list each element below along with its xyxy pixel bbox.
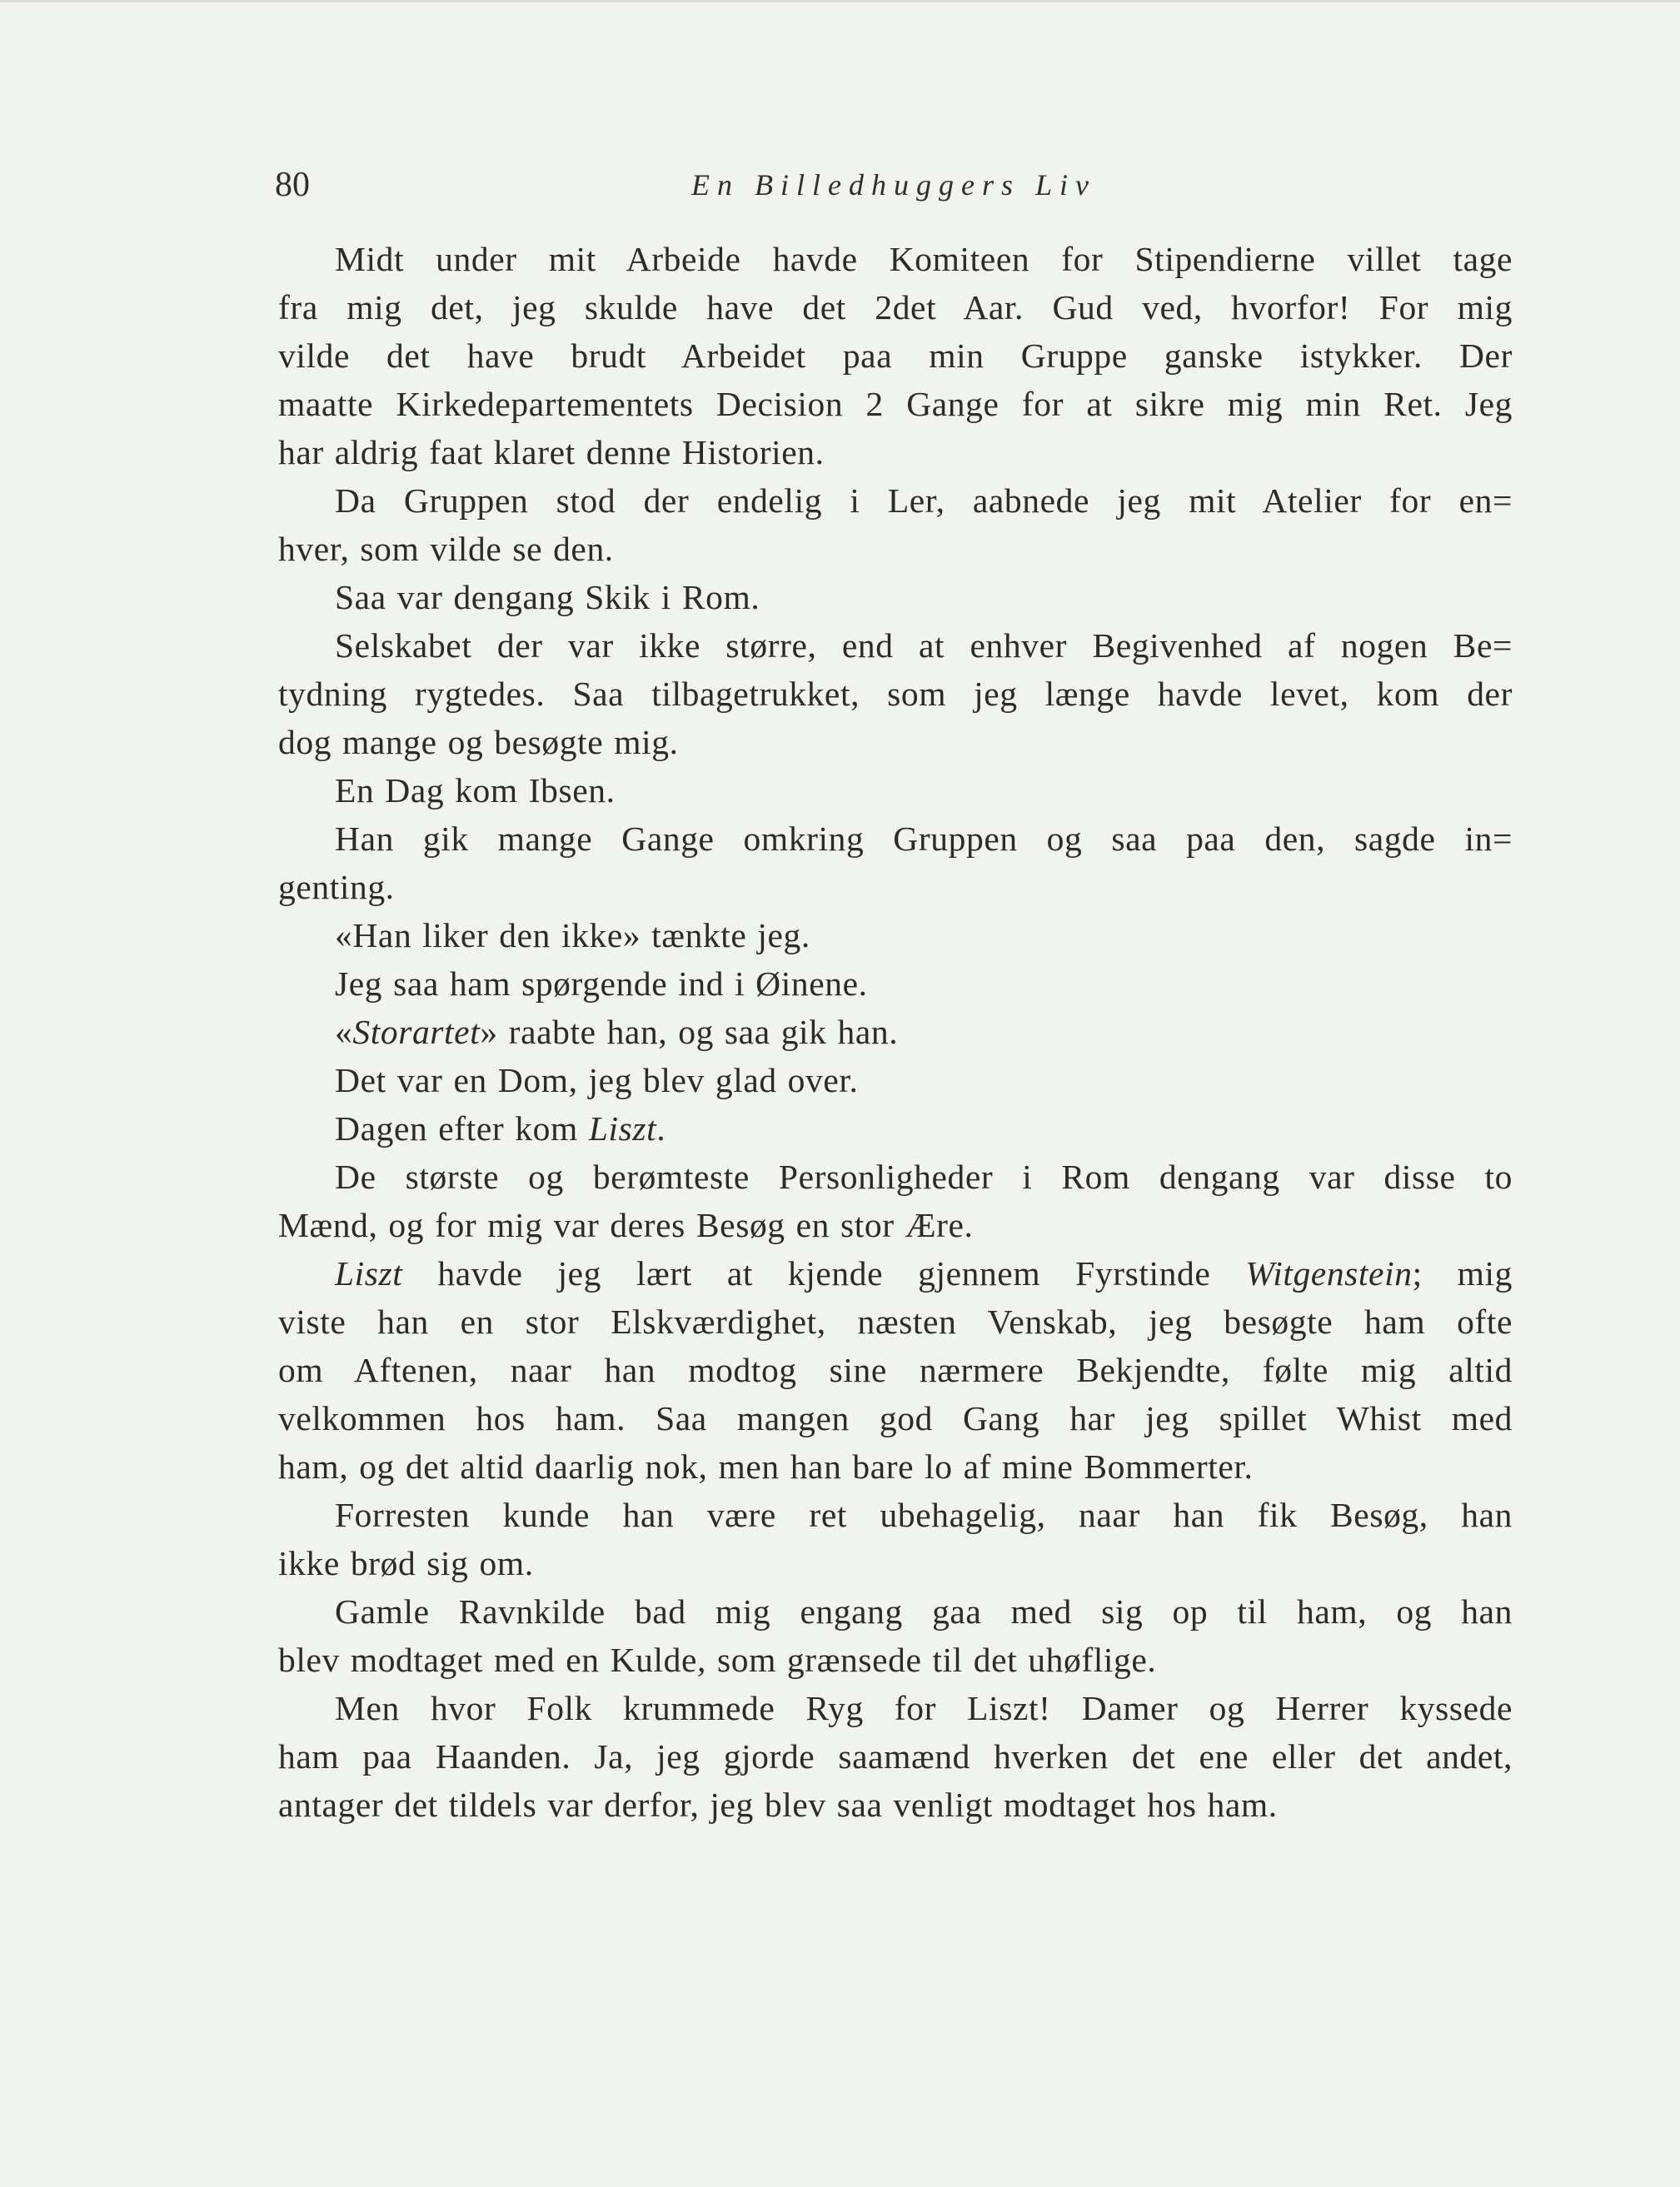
text-line: Forresten kunde han være ret ubehagelig, naar han fik Besøg, han [335, 1496, 1513, 1534]
paragraph [278, 815, 1513, 911]
text-run: « [335, 1013, 353, 1051]
text-line: Mænd, og for mig var deres Besøg en stor Ære. [278, 1206, 974, 1244]
running-title: En Billedhuggers Liv [691, 168, 1096, 202]
text-line [278, 1249, 1513, 1298]
text-line: fra mig det, jeg skulde have det 2det Aar. Gud ved, hvorfor! For mig [278, 288, 1513, 326]
text-line: Jeg saa ham spørgende ind i Øinene. [335, 964, 868, 1003]
text-line: En Dag kom Ibsen. [335, 771, 616, 810]
text-run: » raabte han, og saa gik han. [480, 1013, 899, 1051]
paragraph [278, 1153, 1513, 1249]
italic-text: Witgenstein [1245, 1254, 1413, 1293]
text-line: har aldrig faat klaret denne Historien. [278, 433, 825, 471]
page-edge [0, 0, 1680, 2]
paragraph [278, 573, 1513, 621]
paragraph [278, 766, 1513, 815]
paragraph [278, 476, 1513, 573]
paragraph [278, 1056, 1513, 1104]
paragraph [278, 1249, 1513, 1491]
text-line: Saa var dengang Skik i Rom. [335, 578, 760, 616]
page-number: 80 [275, 166, 310, 204]
italic-text: Liszt [335, 1254, 403, 1293]
text-line: dog mange og besøgte mig. [278, 723, 679, 761]
text-line: velkommen hos ham. Saa mangen god Gang har jeg spillet Whist med [278, 1399, 1513, 1437]
paragraph [278, 911, 1513, 959]
text-line: vilde det have brudt Arbeidet paa min Gruppe ganske istykker. Der [278, 336, 1513, 375]
text-line: Da Gruppen stod der endelig i Ler, aabnede jeg mit Atelier for en= [335, 481, 1513, 520]
paragraph [278, 1587, 1513, 1684]
running-head [275, 160, 1516, 210]
text-line [278, 1008, 1513, 1056]
text-line: ikke brød sig om. [278, 1544, 534, 1582]
text-line: genting. [278, 868, 395, 906]
paragraph [278, 959, 1513, 1008]
text-line: De største og berømteste Personligheder i Rom dengang var disse to [335, 1158, 1513, 1196]
paragraph [278, 621, 1513, 766]
text-run: . [656, 1109, 666, 1148]
text-run: ; mig [1412, 1254, 1513, 1293]
text-line: ham paa Haanden. Ja, jeg gjorde saamænd hverken det ene eller det andet, [278, 1737, 1513, 1776]
text-line: Midt under mit Arbeide havde Komiteen for Stipendierne villet tage [335, 240, 1513, 278]
paragraph [278, 1684, 1513, 1829]
text-line: maatte Kirkedepartementets Decision 2 Gange for at sikre mig min Ret. Jeg [278, 385, 1513, 423]
text-line: tydning rygtedes. Saa tilbagetrukket, som jeg længe havde levet, kom der [278, 675, 1513, 713]
text-line: Det var en Dom, jeg blev glad over. [335, 1061, 859, 1099]
text-line: antager det tildels var derfor, jeg blev saa venligt modtaget hos ham. [278, 1786, 1278, 1824]
text-line: Selskabet der var ikke større, end at enhver Begivenhed af nogen Be= [335, 626, 1513, 665]
body-text [278, 235, 1513, 1829]
text-run: havde jeg lært at kjende gjennem Fyrstinde [402, 1254, 1246, 1293]
text-line: hver, som vilde se den. [278, 530, 614, 568]
paragraph [278, 235, 1513, 476]
text-line: Men hvor Folk krummede Ryg for Liszt! Damer og Herrer kyssede [335, 1689, 1513, 1727]
paragraph [278, 1491, 1513, 1587]
text-line: blev modtaget med en Kulde, som grænsede til det uhøflige. [278, 1641, 1157, 1679]
text-line: Gamle Ravnkilde bad mig engang gaa med sig op til ham, og han [335, 1592, 1513, 1631]
text-run: Dagen efter kom [335, 1109, 589, 1148]
text-line [278, 1104, 1513, 1153]
italic-text: Liszt [588, 1109, 657, 1148]
text-line: viste han en stor Elskværdighet, næsten Venskab, jeg besøgte ham ofte [278, 1303, 1513, 1341]
paragraph [278, 1008, 1513, 1056]
paragraph [278, 1104, 1513, 1153]
text-line: Han gik mange Gange omkring Gruppen og saa paa den, sagde in= [335, 820, 1513, 858]
text-line: om Aftenen, naar han modtog sine nærmere Bekjendte, følte mig altid [278, 1351, 1513, 1389]
italic-text: Storartet [352, 1013, 481, 1051]
text-line: ham, og det altid daarlig nok, men han bare lo af mine Bommerter. [278, 1447, 1254, 1486]
text-line: «Han liker den ikke» tænkte jeg. [335, 916, 810, 954]
